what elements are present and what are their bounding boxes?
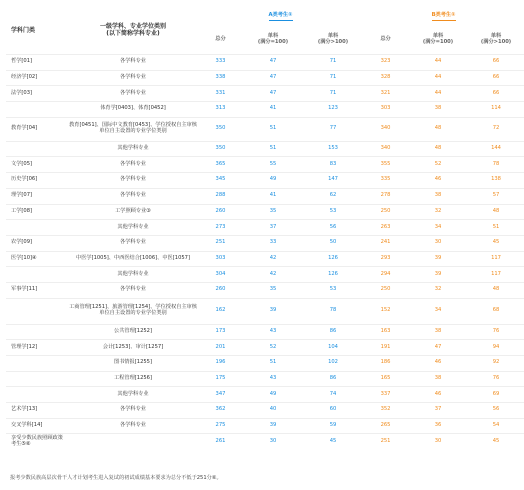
cell-b-single100: 47 — [408, 340, 468, 356]
cell-category — [6, 267, 68, 283]
cell-a-single150: 86 — [303, 371, 363, 387]
cell-subject: 图书情报[1255] — [68, 356, 198, 372]
cell-b-single150: 66 — [468, 70, 524, 86]
cell-b-single100: 38 — [408, 371, 468, 387]
cell-b-single100: 36 — [408, 418, 468, 434]
table-row — [6, 220, 524, 236]
cell-a-total: 162 — [198, 298, 243, 324]
cell-subject: 各学科专业 — [68, 70, 198, 86]
cell-a-single150: 147 — [303, 173, 363, 189]
cell-category — [6, 324, 68, 340]
cell-b-total: 293 — [363, 251, 408, 267]
cell-subject: 其他学科专业 — [68, 267, 198, 283]
cell-a-total: 251 — [198, 235, 243, 251]
cell-b-single150: 117 — [468, 267, 524, 283]
table-row — [6, 55, 524, 71]
table-row — [6, 387, 524, 403]
cell-a-single150: 78 — [303, 298, 363, 324]
table-row — [6, 403, 524, 419]
table-row — [6, 434, 524, 450]
cell-a-single150: 60 — [303, 403, 363, 419]
cell-b-single100: 46 — [408, 173, 468, 189]
cell-subject: 各学科专业 — [68, 157, 198, 173]
cell-b-single100: 32 — [408, 204, 468, 220]
cell-category: 教育学[04] — [6, 117, 68, 141]
cell-b-single150: 45 — [468, 434, 524, 450]
cell-a-single150: 104 — [303, 340, 363, 356]
cell-subject: 公共管理[1252] — [68, 324, 198, 340]
cell-a-total: 304 — [198, 267, 243, 283]
score-table-body — [6, 55, 524, 450]
cell-a-total: 173 — [198, 324, 243, 340]
cell-a-total: 345 — [198, 173, 243, 189]
cell-a-total: 175 — [198, 371, 243, 387]
cell-category — [6, 371, 68, 387]
cell-b-total: 250 — [363, 282, 408, 298]
header-a-single150: 单科 (满分>100) — [317, 33, 349, 45]
cell-b-single150: 45 — [468, 235, 524, 251]
table-row — [6, 324, 524, 340]
cell-b-single100: 32 — [408, 282, 468, 298]
cell-b-single100: 30 — [408, 235, 468, 251]
cell-a-total: 260 — [198, 282, 243, 298]
header-first-level-line2: (以下简称学科专业) — [106, 30, 160, 37]
cell-b-total: 152 — [363, 298, 408, 324]
header-b-total: 总分 — [380, 36, 391, 43]
cell-b-single100: 39 — [408, 251, 468, 267]
cell-a-single100: 47 — [243, 70, 303, 86]
cell-category: 文学[05] — [6, 157, 68, 173]
cell-subject: 各学科专业 — [68, 188, 198, 204]
header-b-single100: 单科 (满分=100) — [422, 33, 454, 45]
cell-a-single100: 42 — [243, 251, 303, 267]
cell-a-total: 260 — [198, 204, 243, 220]
cell-a-single100: 43 — [243, 324, 303, 340]
cell-a-single100: 33 — [243, 235, 303, 251]
cell-subject: 各学科专业 — [68, 235, 198, 251]
cell-b-total: 278 — [363, 188, 408, 204]
cell-b-single150: 48 — [468, 282, 524, 298]
cell-subject: 各学科专业 — [68, 403, 198, 419]
cell-b-total: 340 — [363, 117, 408, 141]
cell-a-single150: 86 — [303, 324, 363, 340]
cell-b-single150: 76 — [468, 371, 524, 387]
cell-a-single150: 126 — [303, 251, 363, 267]
cell-a-single100: 37 — [243, 220, 303, 236]
table-row — [6, 251, 524, 267]
header-a-total: 总分 — [215, 36, 226, 43]
cell-a-single150: 102 — [303, 356, 363, 372]
cell-b-single100: 46 — [408, 387, 468, 403]
cell-b-total: 323 — [363, 55, 408, 71]
header-b-single150: 单科 (满分>100) — [480, 33, 512, 45]
cell-a-single150: 77 — [303, 117, 363, 141]
cell-b-single150: 117 — [468, 251, 524, 267]
cell-b-single100: 48 — [408, 117, 468, 141]
cell-a-single150: 153 — [303, 141, 363, 157]
cell-b-single150: 51 — [468, 220, 524, 236]
cell-a-total: 303 — [198, 251, 243, 267]
table-row — [6, 102, 524, 118]
table-row — [6, 282, 524, 298]
cell-b-single100: 48 — [408, 141, 468, 157]
cell-subject: 各学科专业 — [68, 282, 198, 298]
cell-b-single150: 78 — [468, 157, 524, 173]
cell-b-single150: 114 — [468, 102, 524, 118]
cell-b-total: 250 — [363, 204, 408, 220]
header-a-single100: 单科 (满分=100) — [257, 33, 289, 45]
cell-category: 艺术学[13] — [6, 403, 68, 419]
cell-b-single100: 44 — [408, 70, 468, 86]
cell-b-total: 352 — [363, 403, 408, 419]
cell-a-single100: 39 — [243, 298, 303, 324]
cell-category: 农学[09] — [6, 235, 68, 251]
cell-a-total: 261 — [198, 434, 243, 450]
table-row — [6, 204, 524, 220]
cell-b-single150: 66 — [468, 86, 524, 102]
cell-a-single150: 50 — [303, 235, 363, 251]
cell-category — [6, 102, 68, 118]
cell-subject: 其他学科专业 — [68, 387, 198, 403]
cell-b-total: 294 — [363, 267, 408, 283]
cell-a-total: 288 — [198, 188, 243, 204]
cell-a-total: 347 — [198, 387, 243, 403]
cell-a-total: 338 — [198, 70, 243, 86]
cell-a-single150: 71 — [303, 70, 363, 86]
cell-b-single150: 66 — [468, 55, 524, 71]
cell-a-total: 313 — [198, 102, 243, 118]
cell-a-single150: 71 — [303, 55, 363, 71]
cell-subject: 各学科专业 — [68, 418, 198, 434]
cell-category: 医学[10]④ — [6, 251, 68, 267]
cell-b-single150: 68 — [468, 298, 524, 324]
cell-subject: 教育[0451]、国际中文教育[0453]、学位授权自主审核单位自主设置的专业学位类别 — [68, 117, 198, 141]
cell-a-total: 350 — [198, 117, 243, 141]
footnote: 报考少数民族高层次骨干人才计划考生进入复试的初试成绩基本要求为总分不低于251分⑥。 — [10, 475, 222, 481]
table-row — [6, 188, 524, 204]
cell-category — [6, 220, 68, 236]
cell-b-total: 340 — [363, 141, 408, 157]
cell-b-total: 335 — [363, 173, 408, 189]
cell-subject: 其他学科专业 — [68, 220, 198, 236]
table-row — [6, 267, 524, 283]
cell-a-total: 275 — [198, 418, 243, 434]
cell-b-single150: 54 — [468, 418, 524, 434]
cell-b-single100: 44 — [408, 55, 468, 71]
cell-b-single100: 39 — [408, 267, 468, 283]
cell-category: 经济学[02] — [6, 70, 68, 86]
cell-a-single100: 41 — [243, 188, 303, 204]
cell-a-single100: 52 — [243, 340, 303, 356]
cell-b-total: 355 — [363, 157, 408, 173]
table-row — [6, 70, 524, 86]
cell-a-single100: 42 — [243, 267, 303, 283]
cell-b-single150: 138 — [468, 173, 524, 189]
cell-b-single100: 30 — [408, 434, 468, 450]
cell-a-single150: 71 — [303, 86, 363, 102]
cell-b-single100: 37 — [408, 403, 468, 419]
cell-b-total: 163 — [363, 324, 408, 340]
cell-a-total: 333 — [198, 55, 243, 71]
cell-b-total: 263 — [363, 220, 408, 236]
cell-b-single150: 69 — [468, 387, 524, 403]
cell-a-single150: 74 — [303, 387, 363, 403]
cell-a-total: 196 — [198, 356, 243, 372]
cell-a-single100: 51 — [243, 117, 303, 141]
cell-a-single100: 51 — [243, 356, 303, 372]
cell-category: 军事学[11] — [6, 282, 68, 298]
cell-category — [6, 356, 68, 372]
cell-category: 哲学[01] — [6, 55, 68, 71]
cell-a-single100: 40 — [243, 403, 303, 419]
table-row — [6, 418, 524, 434]
cell-b-single150: 144 — [468, 141, 524, 157]
cell-subject: 会计[1253]、审计[1257] — [68, 340, 198, 356]
cell-category: 享受少数民族照顾政策考生⑤⑥ — [6, 434, 68, 450]
cell-subject: 各学科专业 — [68, 86, 198, 102]
table-row — [6, 173, 524, 189]
cell-subject: 其他学科专业 — [68, 141, 198, 157]
cell-subject: 各学科专业 — [68, 173, 198, 189]
cell-a-single100: 43 — [243, 371, 303, 387]
header-b-group: B类考生① — [363, 8, 524, 26]
cell-a-single100: 51 — [243, 141, 303, 157]
cell-b-total: 241 — [363, 235, 408, 251]
score-table — [6, 8, 524, 450]
cell-b-single150: 57 — [468, 188, 524, 204]
cell-b-single100: 34 — [408, 220, 468, 236]
cell-a-single150: 53 — [303, 204, 363, 220]
cell-b-total: 186 — [363, 356, 408, 372]
cell-subject: 中医学[1005]、中西医结合[1006]、中医[1057] — [68, 251, 198, 267]
cell-b-total: 265 — [363, 418, 408, 434]
table-row — [6, 235, 524, 251]
cell-category — [6, 387, 68, 403]
header-first-level-line1: 一级学科、专业学位类别 — [99, 23, 166, 31]
cell-b-single150: 92 — [468, 356, 524, 372]
cell-category: 法学[03] — [6, 86, 68, 102]
cell-a-total: 362 — [198, 403, 243, 419]
cell-b-total: 251 — [363, 434, 408, 450]
cell-subject: 工商管理[1251]、旅游管理[1254]、学位授权自主审核单位自主设置的专业学位类别 — [68, 298, 198, 324]
cell-a-single100: 39 — [243, 418, 303, 434]
cell-a-single150: 62 — [303, 188, 363, 204]
cell-a-total: 273 — [198, 220, 243, 236]
cell-a-single100: 47 — [243, 55, 303, 71]
cell-a-total: 365 — [198, 157, 243, 173]
table-row — [6, 141, 524, 157]
cell-b-single100: 44 — [408, 86, 468, 102]
cell-category: 管理学[12] — [6, 340, 68, 356]
cell-a-single100: 30 — [243, 434, 303, 450]
cell-b-total: 303 — [363, 102, 408, 118]
cell-b-total: 321 — [363, 86, 408, 102]
cell-b-single100: 38 — [408, 102, 468, 118]
header-first-level — [68, 8, 198, 55]
cell-b-single150: 72 — [468, 117, 524, 141]
cell-a-single100: 47 — [243, 86, 303, 102]
cell-category: 交叉学科[14] — [6, 418, 68, 434]
cell-b-single150: 48 — [468, 204, 524, 220]
cell-a-single100: 41 — [243, 102, 303, 118]
cell-b-total: 165 — [363, 371, 408, 387]
cell-subject: 体育学[0403]、体育[0452] — [68, 102, 198, 118]
cell-subject: 工学照顾专业③ — [68, 204, 198, 220]
cell-a-single150: 123 — [303, 102, 363, 118]
cell-b-total: 337 — [363, 387, 408, 403]
cell-a-single150: 53 — [303, 282, 363, 298]
cell-b-single150: 56 — [468, 403, 524, 419]
cell-a-single100: 35 — [243, 282, 303, 298]
cell-b-single100: 46 — [408, 356, 468, 372]
table-row — [6, 298, 524, 324]
cell-a-single100: 55 — [243, 157, 303, 173]
table-row — [6, 117, 524, 141]
cell-b-total: 328 — [363, 70, 408, 86]
cell-b-total: 191 — [363, 340, 408, 356]
cell-a-single150: 126 — [303, 267, 363, 283]
cell-a-total: 350 — [198, 141, 243, 157]
cell-a-single100: 49 — [243, 173, 303, 189]
table-row — [6, 340, 524, 356]
cell-a-single150: 59 — [303, 418, 363, 434]
cell-b-single150: 76 — [468, 324, 524, 340]
cell-a-total: 201 — [198, 340, 243, 356]
cell-b-single100: 38 — [408, 324, 468, 340]
cell-b-single100: 52 — [408, 157, 468, 173]
cell-a-single150: 83 — [303, 157, 363, 173]
cell-b-single150: 94 — [468, 340, 524, 356]
cell-category: 工学[08] — [6, 204, 68, 220]
cell-a-single100: 35 — [243, 204, 303, 220]
cell-subject — [68, 434, 198, 450]
table-row — [6, 157, 524, 173]
cell-subject: 工程管理[1256] — [68, 371, 198, 387]
cell-category: 理学[07] — [6, 188, 68, 204]
cell-a-total: 331 — [198, 86, 243, 102]
cell-category: 历史学[06] — [6, 173, 68, 189]
cell-a-single150: 45 — [303, 434, 363, 450]
table-row — [6, 86, 524, 102]
table-row — [6, 371, 524, 387]
cell-a-single150: 56 — [303, 220, 363, 236]
cell-b-single100: 38 — [408, 188, 468, 204]
header-a-group: A类考生① — [198, 8, 363, 26]
table-row — [6, 356, 524, 372]
cell-b-single100: 34 — [408, 298, 468, 324]
cell-category — [6, 141, 68, 157]
cell-category — [6, 298, 68, 324]
cell-a-single100: 49 — [243, 387, 303, 403]
cell-subject: 各学科专业 — [68, 55, 198, 71]
header-category: 学科门类 — [11, 26, 36, 34]
